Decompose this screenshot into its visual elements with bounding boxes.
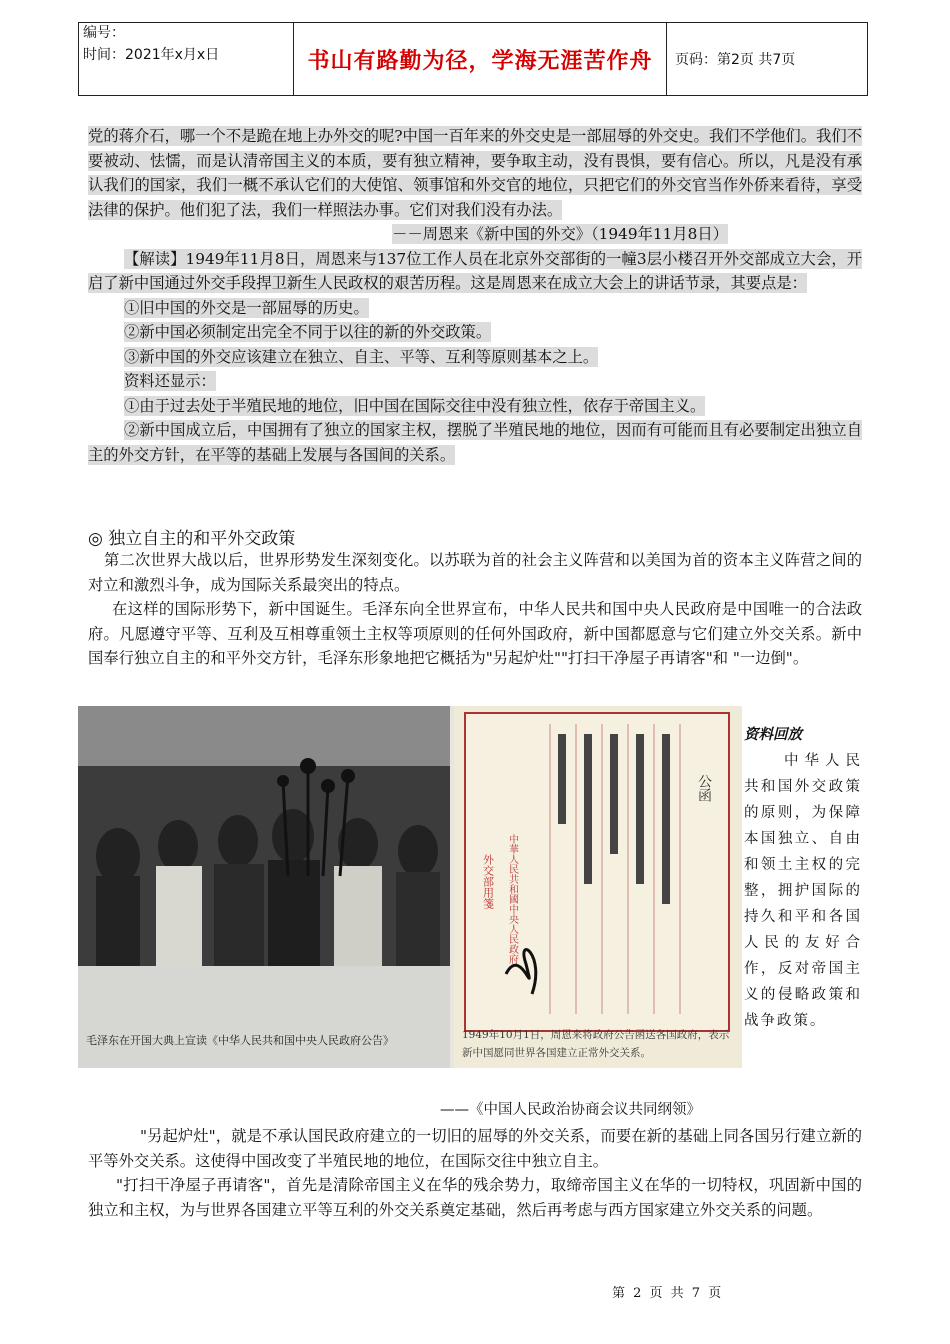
sidebar-note [744, 722, 862, 1034]
header-table [78, 22, 868, 96]
quote-text: 党的蒋介石，哪一个不是跪在地上办外交的呢?中国一百年来的外交史是一部屈辱的外交史。我们不学他们。我们不要被动、怯懦，而是认清帝国主义的本质，要有独立精神，要争取主动，没有畏惧，要有信心。所以，凡是没有承认我们的国家，我们一概不承认它们的大使馆、领事馆和外交官的地位，只把它们的外交官当作外侨来看待，享受法律的保护。他们犯了法，我们一样照法办事。它们对我们没有办法。 [88, 127, 862, 219]
section-body [88, 548, 862, 671]
quote-section [88, 124, 862, 467]
doc-number: 编号： [83, 25, 125, 41]
closing-body [88, 1124, 862, 1222]
official-letter-image [454, 706, 742, 1068]
header-page: 页码：第2页 共7页 [667, 23, 868, 96]
letter-frame [464, 712, 730, 1032]
sidebar-title: 资料回放 [744, 726, 802, 743]
photo-caption: 毛泽东在开国大典上宣读《中华人民共和国中央人民政府公告》 [86, 1034, 394, 1047]
extra-point-1: ①由于过去处于半殖民地的地位，旧中国在国际交往中没有独立性，依存于帝国主义。 [124, 396, 706, 415]
point-3: ③新中国的外交应该建立在独立、自主、平等、互利等原则基本之上。 [124, 347, 599, 366]
source-line: ——《中国人民政治协商会议共同纲领》 [440, 1102, 701, 1118]
figure [78, 706, 742, 1068]
extra-label: 资料还显示： [124, 372, 216, 390]
closing-para-1: "另起炉灶"，就是不承认国民政府建立的一切旧的屈辱的外交关系，而要在新的基础上同各国另行建立新的平等外交关系。这使得中国改变了半殖民地的地位，在国际交往中独立自主。 [88, 1127, 862, 1170]
quote-attribution: －－周恩来《新中国的外交》（1949年11月8日） [392, 225, 728, 243]
letter-illustration [466, 714, 728, 1030]
section-title: ◎ 独立自主的和平外交政策 [88, 529, 296, 549]
point-1: ①旧中国的外交是一部屈辱的历史。 [124, 298, 369, 317]
sidebar-text: 中华人民共和国外交政策的原则，为保障本国独立、自由和领土主权的完整，拥护国际的持久和平和各国人民的友好合作，反对帝国主义的侵略政策和战争政策。 [744, 753, 862, 1029]
page-footer: 第 2 页 共 7 页 [612, 1286, 724, 1301]
header-meta [79, 23, 294, 96]
header-motto: 书山有路勤为径，学海无涯苦作舟 [294, 23, 667, 96]
extra-point-2: ②新中国成立后，中国拥有了独立的国家主权，摆脱了半殖民地的地位，因而有可能而且有必要制定出独立自主的外交方针，在平等的基础上发展与各国间的关系。 [88, 421, 862, 464]
section-para-1: 第二次世界大战以后，世界形势发生深刻变化。以苏联为首的社会主义阵营和以美国为首的资本主义阵营之间的对立和激烈斗争，成为国际关系最突出的特点。 [88, 551, 862, 594]
letter-side-mark: 外交部用箋 [481, 854, 495, 909]
founding-ceremony-photo [78, 706, 450, 1068]
letter-title: 公函 [696, 774, 712, 802]
point-2: ②新中国必须制定出完全不同于以往的新的外交政策。 [124, 323, 492, 341]
section-para-2: 在这样的国际形势下，新中国诞生。毛泽东向全世界宣布，中华人民共和国中央人民政府是中国唯一的合法政府。凡愿遵守平等、互利及互相尊重领土主权等项原则的任何外国政府，新中国都愿意与它们建立外交关系。新中国奉行独立自主的和平外交方针，毛泽东形象地把它概括为"另起炉灶""打扫干净屋子再请客"和 "一边倒"。 [88, 600, 862, 667]
doc-time: 时间：2021年x月x日 [83, 47, 220, 63]
closing-para-2: "打扫干净屋子再请客"，首先是清除帝国主义在华的残余势力，取缔帝国主义在华的一切特权，巩固新中国的独立和主权，为与世界各国建立平等互利的外交关系奠定基础，然后再考虑与西方国家建立外交关系的问题。 [88, 1176, 862, 1219]
letter-org: 中華人民共和國中央人民政府 [506, 834, 518, 964]
interpretation: 【解读】1949年11月8日，周恩来与137位工作人员在北京外交部街的一幢3层小楼召开外交部成立大会，开启了新中国通过外交手段捍卫新生人民政权的艰苦历程。这是周恩来在成立大会上的讲话节录，其要点是： [88, 249, 862, 292]
photo-illustration [78, 706, 450, 1068]
letter-caption: 1949年10月1日，周恩来将政府公告函送各国政府，表示新中国愿同世界各国建立正常外交关系。 [462, 1029, 730, 1059]
